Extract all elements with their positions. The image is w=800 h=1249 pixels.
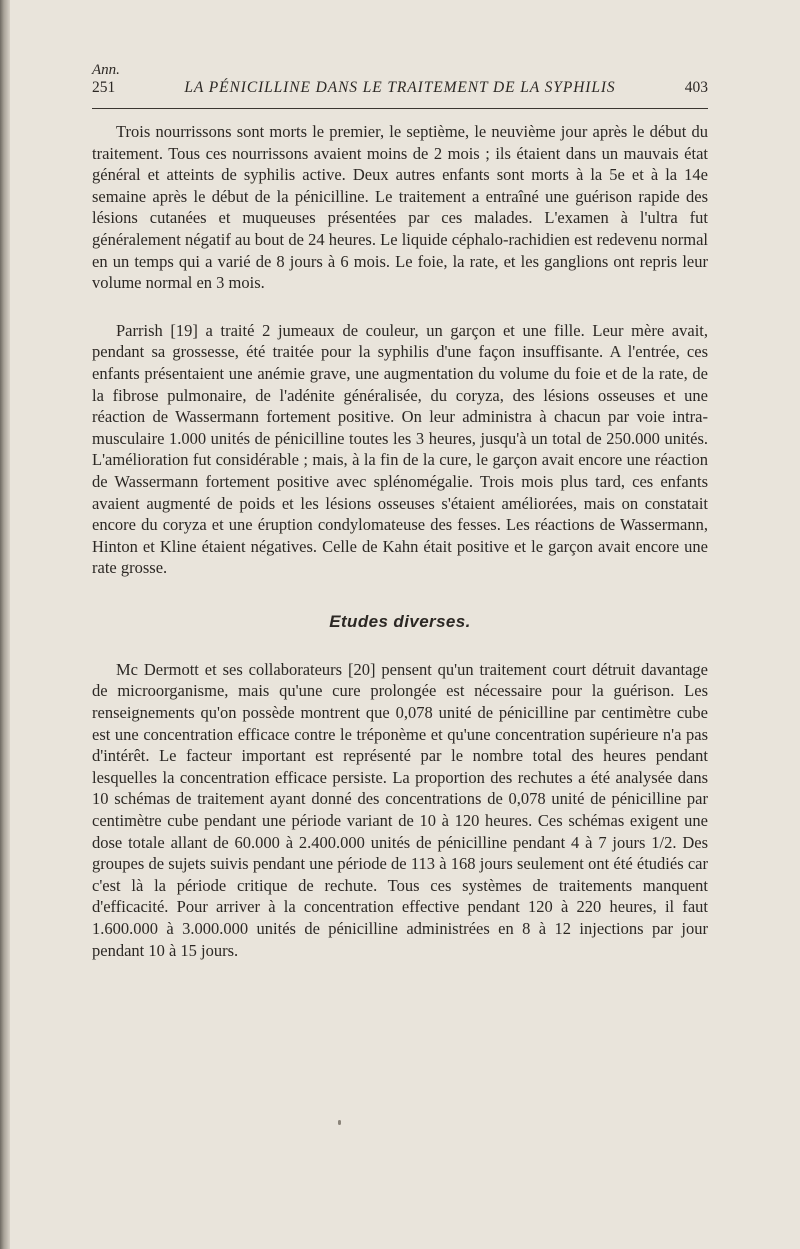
header-line bbox=[92, 78, 708, 98]
header-rule bbox=[92, 108, 708, 109]
page-number: 403 bbox=[684, 79, 708, 96]
paragraph-parrish-twins: Parrish [19] a traité 2 jumeaux de couleur, un garçon et une fille. Leur mère avait, pendant sa grossesse, été traitée pour la syphilis d'une façon insuffisante. A l'entrée, ces enfants présentaient une anémie grave, une augmentation du volume du foie et de la rate, de la fibrose pulmonaire, de l'adénite généralisée, du coryza, des lésions osseuses et une réaction de Wassermann fortement positive. On leur administra à chacun par voie intra-musculaire 1.000 unités de pénicilline toutes les 3 heures, jusqu'à un total de 250.000 unités. L'amélioration fut considérable ; mais, à la fin de la cure, le garçon avait encore une réaction de Wassermann fortement positive avec splénomégalie. Trois mois plus tard, ces enfants avaient augmenté de poids et les lésions osseuses s'étaient améliorées, mais on constatait encore du coryza et une éruption condylomateuse des fesses. Les réactions de Wassermann, Hinton et Kline étaient négatives. Celle de Kahn était positive et le garçon avait encore une rate grosse. bbox=[92, 320, 708, 578]
book-spine-shadow bbox=[0, 0, 10, 1249]
paragraph-mc-dermott: Mc Dermott et ses collaborateurs [20] pensent qu'un traitement court détruit davantage de microorganisme, mais qu'une cure prolongée est nécessaire pour la guérison. Les renseignements qu'on possède montrent que 0,078 unité de pénicilline par centimètre cube est une concentration efficace contre le tréponème et qu'une concentration supérieure n'a pas d'intérêt. Le facteur important est représenté par le nombre total des heures pendant lesquelles la concentration efficace persiste. La proportion des rechutes a été analysée dans 10 schémas de traitement ayant donné des concentrations de 0,078 unité de pénicilline par centimètre cube pendant une période variant de 10 à 120 heures. Ces schémas exigent une dose totale allant de 60.000 à 2.400.000 unités de pénicilline pendant 4 à 7 jours 1/2. Des groupes de sujets suivis pendant une période de 113 à 168 jours seulement ont été étudiés car c'est là la période critique de rechute. Tous ces systèmes de traitements manquent d'efficacité. Pour arriver à la concentration effective pendant 120 à 220 heures, il faut 1.600.000 à 3.000.000 unités de pénicilline administrées en 8 à 12 injections par jour pendant 10 à 15 jours. bbox=[92, 659, 708, 960]
running-title: LA PÉNICILLINE DANS LE TRAITEMENT DE LA SYPHILIS bbox=[184, 79, 616, 96]
paragraph-infants-deaths: Trois nourrissons sont morts le premier, le septième, le neuvième jour après le début du traitement. Tous ces nourrissons avaient moins de 2 mois ; ils étaient dans un mauvais état général et atteints de syphilis active. Deux autres enfants sont morts à la 5e et à la 14e semaine après le début de la pénicilline. Le traitement a entraîné une guérison rapide des lésions cutanées et muqueuses présentées par ces malades. L'examen à l'ultra fut généralement négatif au bout de 24 heures. Le liquide céphalo-rachidien est redevenu normal en un temps qui a varié de 8 jours à 6 mois. Le foie, la rate, et les ganglions ont repris leur volume normal en 3 mois. bbox=[92, 122, 708, 293]
volume-number: 251 bbox=[92, 79, 116, 96]
paper-speck bbox=[338, 1120, 341, 1125]
section-heading: Etudes diverses. bbox=[329, 611, 471, 631]
document-page bbox=[92, 62, 708, 961]
journal-abbreviation: Ann. bbox=[92, 62, 120, 78]
running-header bbox=[92, 62, 708, 98]
